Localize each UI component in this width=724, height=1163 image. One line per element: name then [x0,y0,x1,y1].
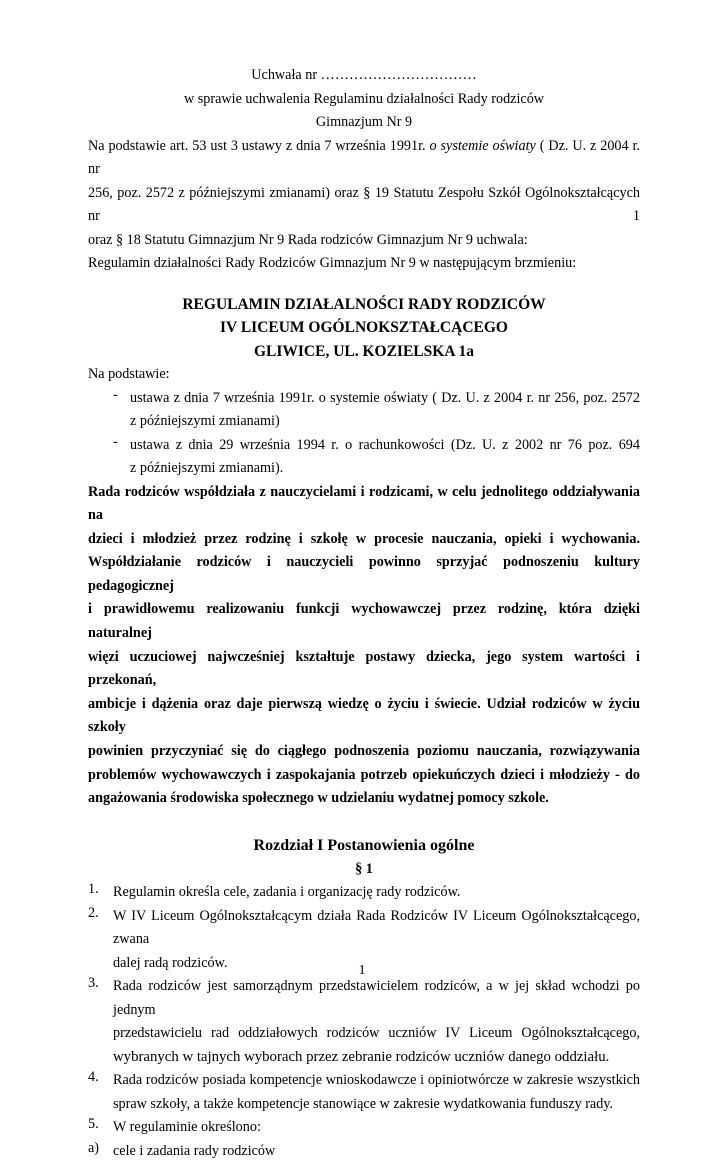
cooperation-paragraph [88,481,640,811]
intro-line-1-end: ( Dz. U. z 2004 r. nr [88,137,640,177]
list-number: 3. [88,975,99,992]
regulation-school: IV LICEUM OGÓLNOKSZTAŁCĄCEGO [220,319,508,336]
basis-label: Na podstawie: [88,366,170,382]
dash-bullet: - [113,386,118,403]
school-name: Gimnazjum Nr 9 [315,114,413,130]
dash-bullet: - [113,433,118,450]
list-item-line: Rada rodziców posiada kompetencje wnioskodawcze i opiniotwórcze w zakresie wszystkich [113,1072,640,1089]
sub-list-item-line: cele i zadania rady rodziców [113,1142,276,1159]
intro-line-1-start: Na podstawie art. 53 ust 3 ustawy z dnia 7 września 1991r. [88,137,426,154]
list-number: 4. [88,1069,99,1086]
list-number: 5. [88,1116,99,1133]
intro-line-3: oraz § 18 Statutu Gimnazjum Nr 9 Rada rodziców Gimnazjum Nr 9 uchwala: [88,231,528,248]
paragraph-line: angażowania środowiska społecznego w udzielaniu wydatnej pomocy szkole. [88,790,549,807]
basis-item-line: ustawa z dnia 29 września 1994 r. o rachunkowości (Dz. U. z 2002 nr 76 poz. 694 [130,436,640,453]
paragraph-line: więzi uczuciowej najwcześniej kształtuje postawy dziecka, jego system wartości i przekonań, [88,648,640,689]
list-item-line: W regulaminie określono: [113,1119,261,1136]
paragraph-line: problemów wychowawczych i zaspokajania potrzeb opiekuńczych dzieci i młodzieży - do [88,766,640,783]
paragraph-line: Rada rodziców współdziała z nauczycielami i rodzicami, w celu jednolitego oddziaływania na [88,483,640,524]
paragraph-line: Współdziałanie rodziców i nauczycieli powinno sprzyjać podnoszeniu kultury pedagogicznej [88,554,640,594]
page-number: 1 [358,963,366,978]
list-item [88,975,640,1069]
intro-line-1 [88,135,640,182]
paragraph-line: dzieci i młodzież przez rodzinę i szkołę w procesie nauczania, opieki i wychowania. [88,530,640,547]
list-number: 1. [88,881,99,898]
list-item-line: Rada rodziców jest samorządnym przedstawicielem rodziców, a w jej skład wchodzi po jednym [113,978,640,1018]
basis-item-line: z późniejszymi zmianami). [130,460,284,476]
resolution-subject: w sprawie uchwalenia Regulaminu działalności Rady rodziców [183,90,545,107]
list-item [88,1069,640,1116]
list-item-line: spraw szkoły, a także kompetencje stanowiące w zakresie wydatkowania funduszy rady. [113,1095,614,1112]
intro-line-2: 256, poz. 2572 z późniejszymi zmianami) oraz § 19 Statutu Zespołu Szkół Ogólnokształcących nr 1 [88,184,640,224]
basis-item-line: z późniejszymi zmianami) [130,413,280,429]
regulation-title: REGULAMIN DZIAŁALNOŚCI RADY RODZICÓW [182,295,546,313]
list-item [88,1116,640,1140]
list-item [88,881,640,905]
regulation-address: GLIWICE, UL. KOZIELSKA 1a [253,342,475,360]
sub-list-label: a) [88,1139,100,1156]
basis-item [88,387,640,434]
basis-item [88,434,640,481]
intro-line-1-act-title: o systemie oświaty [429,137,536,154]
list-item-line: wybranych w tajnych wyborach przez zebranie rodziców uczniów danego oddziału. [113,1048,610,1065]
resolution-number: Uchwała nr …………………………… [251,67,477,83]
list-item-line: dalej radą rodziców. [113,954,228,971]
list-number: 2. [88,904,99,921]
chapter-title: Rozdział I Postanowienia ogólne [253,836,475,854]
paragraph-line: i prawidłowemu realizowaniu funkcji wychowawczej przez rodzinę, która dzięki naturalnej [88,601,640,642]
basis-item-line: ustawa z dnia 7 września 1991r. o systemie oświaty ( Dz. U. z 2004 r. nr 256, poz. 2572 [130,389,640,406]
list-item-line: W IV Liceum Ogólnokształcącym działa Rada Rodziców IV Liceum Ogólnokształcącego, zwana [113,907,640,948]
paragraph-line: powinien przyczyniać się do ciągłego podnoszenia poziomu nauczania, rozwiązywania [88,743,640,760]
list-item-line: Regulamin określa cele, zadania i organizację rady rodziców. [113,884,461,901]
list-item-line: przedstawicielu rad oddziałowych rodziców uczniów IV Liceum Ogólnokształcącego, [113,1025,640,1042]
sub-list-item [88,1140,640,1163]
paragraph-line: ambicje i dążenia oraz daje pierwszą wiedzę o życiu i świecie. Udział rodziców w życiu szkoły [88,695,640,736]
intro-line-4: Regulamin działalności Rady Rodziców Gimnazjum Nr 9 w następującym brzmieniu: [88,255,577,271]
page-body [88,64,640,1163]
section-sign: § 1 [355,860,373,877]
